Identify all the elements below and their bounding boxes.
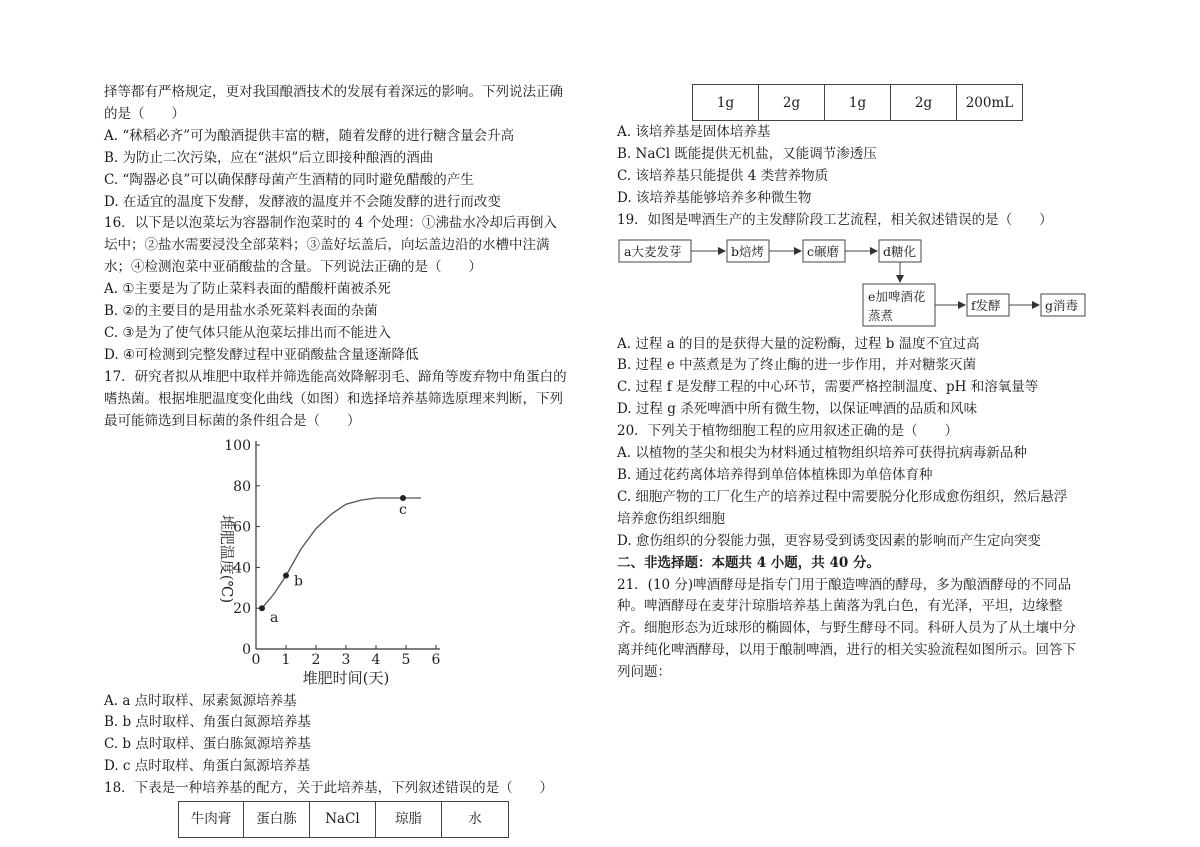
x-tick-label: 3 bbox=[341, 651, 351, 668]
table-header-cell: 琼脂 bbox=[376, 802, 442, 838]
y-tick-label: 100 bbox=[224, 437, 251, 454]
table-header-cell: NaCl bbox=[310, 802, 376, 838]
q21-line-2: 种。啤酒酵母在麦芽汁琼脂培养基上菌落为乳白色，有光泽，平坦，边缘整 bbox=[617, 598, 1063, 615]
x-tick-label: 5 bbox=[401, 651, 411, 668]
y-tick-label: 20 bbox=[233, 600, 251, 617]
q18-stem: 18．下表是一种培养基的配方，关于此培养基，下列叙述错误的是（ ） bbox=[104, 780, 554, 797]
compost-temperature-chart-svg bbox=[104, 433, 464, 691]
right-column bbox=[617, 122, 1107, 684]
x-tick-label: 4 bbox=[371, 651, 381, 668]
q17-stem-line-1: 17．研究者拟从堆肥中取样并筛选能高效降解羽毛、蹄角等废弃物中角蛋白的 bbox=[104, 368, 567, 385]
table-value-cell: 1g bbox=[825, 85, 891, 121]
q19-option-a: A. 过程 a 的目的是获得大量的淀粉酶，过程 b 温度不宜过高 bbox=[617, 335, 980, 352]
q15-option-c: C. “陶器必良”可以确保酵母菌产生酒精的同时避免醋酸的产生 bbox=[104, 171, 474, 188]
beer-process-flowchart bbox=[617, 234, 1107, 334]
table-header-cell: 水 bbox=[442, 802, 509, 838]
flow-label-e-line2: 蒸煮 bbox=[868, 307, 894, 323]
y-axis-label: 堆肥温度(℃) bbox=[218, 514, 236, 603]
q18-option-d: D. 该培养基能够培养多种微生物 bbox=[617, 189, 812, 206]
x-tick-label: 2 bbox=[311, 651, 321, 668]
y-tick-label: 60 bbox=[233, 519, 251, 536]
q16-option-a: A. ①主要是为了防止菜料表面的醋酸杆菌被杀死 bbox=[104, 281, 391, 298]
q21-line-4: 离并纯化啤酒酵母，以用于酿制啤酒，进行的相关实验流程如图所示。回答下 bbox=[617, 642, 1076, 659]
q21-line-3: 齐。细胞形态为近球形的椭圆体，与野生酵母不同。科研人员为了从土壤中分 bbox=[617, 620, 1076, 637]
q16-stem-line-1: 16．以下是以泡菜坛为容器制作泡菜时的 4 个处理：①沸盐水冷却后再倒入 bbox=[104, 215, 557, 232]
q18-option-a: A. 该培养基是固体培养基 bbox=[617, 124, 771, 140]
q19-stem: 19．如图是啤酒生产的主发酵阶段工艺流程，相关叙述错误的是（ ） bbox=[617, 211, 1053, 228]
q17-option-c: C. b 点时取样、蛋白胨氮源培养基 bbox=[104, 736, 311, 753]
q19-option-c: C. 过程 f 是发酵工程的中心环节，需要严格控制温度、pH 和溶氧量等 bbox=[617, 379, 1039, 396]
q17-option-b: B. b 点时取样、角蛋白氮源培养基 bbox=[104, 714, 311, 731]
q17-option-d: D. c 点时取样、角蛋白氮源培养基 bbox=[104, 758, 311, 775]
q21-line-1: 21．(10 分)啤酒酵母是指专门用于酿造啤酒的酵母，多为酿酒酵母的不同品 bbox=[617, 576, 1072, 593]
q20-option-a: A. 以植物的茎尖和根尖为材料通过植物组织培养可获得抗病毒新品种 bbox=[617, 445, 1027, 462]
y-tick-label: 80 bbox=[233, 478, 251, 495]
q17-stem-line-2: 嗜热菌。根据堆肥温度变化曲线（如图）和选择培养基筛选原理来判断，下列 bbox=[104, 390, 563, 407]
data-point-b bbox=[283, 572, 289, 578]
q17-option-a: A. a 点时取样、尿素氮源培养基 bbox=[104, 692, 297, 709]
medium-recipe-table-values bbox=[692, 84, 1023, 121]
q15-stem-line-2: 的是（ ） bbox=[104, 105, 185, 122]
flow-label-e-line1: e加啤酒花 bbox=[868, 288, 926, 304]
table-header-cell: 蛋白胨 bbox=[244, 802, 310, 838]
table-value-cell: 1g bbox=[693, 85, 759, 121]
flow-label-f: f发酵 bbox=[971, 297, 1001, 313]
q18-option-c: C. 该培养基只能提供 4 类营养物质 bbox=[617, 167, 829, 184]
beer-process-flowchart-svg bbox=[617, 234, 1097, 334]
q20-option-d: D. 愈伤组织的分裂能力强，更容易受到诱变因素的影响而产生定向突变 bbox=[617, 532, 1041, 549]
table-value-cell: 2g bbox=[891, 85, 957, 121]
q15-option-d: D. 在适宜的温度下发酵，发酵液的温度并不会随发酵的进行而改变 bbox=[104, 193, 501, 210]
q15-option-b: B. 为防止二次污染，应在“湛炽”后立即接种酿酒的酒曲 bbox=[104, 149, 434, 166]
table-value-cell: 2g bbox=[759, 85, 825, 121]
q20-option-c-line-1: C. 细胞产物的工厂化生产的培养过程中需要脱分化形成愈伤组织，然后悬浮 bbox=[617, 488, 1068, 505]
flow-label-b: b焙烤 bbox=[731, 243, 765, 259]
x-tick-label: 0 bbox=[251, 651, 261, 668]
table-header-cell: 牛肉膏 bbox=[179, 802, 244, 838]
q16-option-c: C. ③是为了使气体只能从泡菜坛排出而不能进入 bbox=[104, 324, 392, 341]
x-axis-label: 堆肥时间(天) bbox=[302, 668, 390, 687]
data-point-c bbox=[400, 495, 406, 501]
q21-line-5: 列问题： bbox=[617, 664, 671, 681]
point-label-a: a bbox=[270, 609, 279, 626]
point-label-c: c bbox=[399, 501, 407, 518]
q15-option-a: A. “秫稻必齐”可为酿酒提供丰富的糖，随着发酵的进行糖含量会升高 bbox=[104, 127, 515, 144]
section-title: 二、非选择题：本题共 4 小题，共 40 分。 bbox=[617, 554, 880, 571]
q19-option-d: D. 过程 g 杀死啤酒中所有微生物，以保证啤酒的品质和风味 bbox=[617, 401, 978, 418]
q16-stem-line-2: 坛中；②盐水需要浸没全部菜料；③盖好坛盖后，向坛盖边沿的水槽中注满 bbox=[104, 237, 550, 254]
compost-temperature-chart bbox=[104, 433, 582, 691]
q15-stem-line-1: 择等都有严格规定，更对我国酿酒技术的发展有着深远的影响。下列说法正确 bbox=[104, 84, 563, 100]
q16-option-b: B. ②的主要目的是用盐水杀死菜料表面的杂菌 bbox=[104, 303, 378, 320]
q20-option-c-line-2: 培养愈伤组织细胞 bbox=[617, 510, 725, 527]
medium-recipe-table-header bbox=[178, 801, 509, 838]
q17-stem-line-3: 最可能筛选到目标菌的条件组合是（ ） bbox=[104, 412, 361, 429]
q19-option-b: B. 过程 e 中蒸煮是为了终止酶的进一步作用，并对糖浆灭菌 bbox=[617, 357, 977, 374]
temperature-curve bbox=[262, 498, 421, 608]
q20-stem: 20．下列关于植物细胞工程的应用叙述正确的是（ ） bbox=[617, 423, 959, 440]
x-tick-label: 1 bbox=[281, 651, 291, 668]
y-tick-label: 40 bbox=[233, 559, 251, 576]
x-tick-label: 6 bbox=[431, 651, 441, 668]
q18-option-b: B. NaCl 既能提供无机盐，又能调节渗透压 bbox=[617, 145, 877, 162]
q16-stem-line-3: 水；④检测泡菜中亚硝酸盐的含量。下列说法正确的是（ ） bbox=[104, 259, 482, 276]
flow-label-d: d糖化 bbox=[883, 243, 917, 259]
q20-option-b: B. 通过花药离体培养得到单倍体植株即为单倍体育种 bbox=[617, 466, 933, 483]
flow-label-c: c碾磨 bbox=[807, 243, 840, 259]
table-value-cell: 200mL bbox=[957, 85, 1023, 121]
flow-label-g: g消毒 bbox=[1045, 297, 1079, 313]
point-label-b: b bbox=[294, 573, 303, 590]
y-tick-label: 0 bbox=[242, 641, 251, 658]
left-column bbox=[104, 82, 582, 838]
q16-option-d: D. ④可检测到完整发酵过程中亚硝酸盐含量逐渐降低 bbox=[104, 346, 419, 363]
data-point-a bbox=[259, 605, 265, 611]
flow-label-a: a大麦发芽 bbox=[624, 243, 682, 259]
